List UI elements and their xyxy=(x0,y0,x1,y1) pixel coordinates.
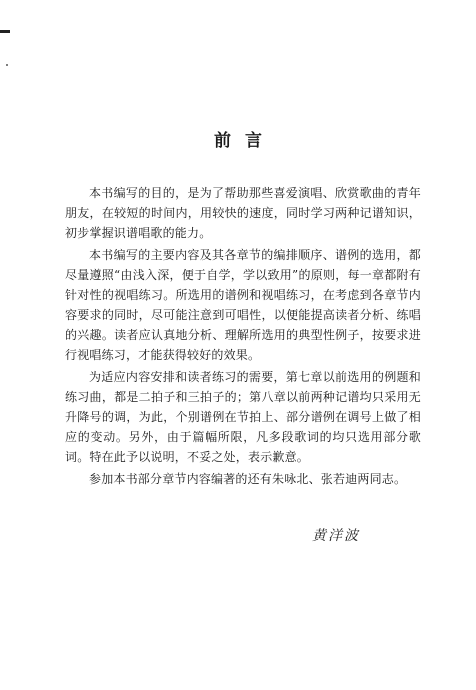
paragraph-arrangement: 为适应内容安排和读者练习的需要，第七章以前选用的例题和练习曲，都是二拍子和三拍子的；第八章以前两种记谱均只采用无升降号的调，为此，个别谱例在节拍上、部分谱例在调号上做了相应的变动。另外，由于篇幅所限，凡多段歌词的均只选用部分歌词。特在此予以说明，不妥之处，表示歉意。 xyxy=(65,370,421,464)
paragraph-contributors: 参加本书部分章节内容编著的还有朱咏北、张若迪两同志。 xyxy=(89,472,407,486)
scan-mark xyxy=(0,30,10,33)
preface-body xyxy=(65,183,421,491)
paragraph-content: 本书编写的主要内容及其各章节的编排顺序、谱例的选用，都尽量遵照“由浅入深，便于自学，学以致用”的原则，每一章都附有针对性的视唱练习。所选用的谱例和视唱练习，在考虑到各章节内容要求的同时，尽可能注意到可唱性，以便能提高读者分析、练唱的兴趣。读者应认真地分析、理解所选用的典型性例子，按要求进行视唱练习，才能获得较好的效果。 xyxy=(65,248,421,362)
scan-speck xyxy=(6,64,8,66)
paragraph-purpose: 本书编写的目的，是为了帮助那些喜爱演唱、欣赏歌曲的青年朋友，在较短的时间内，用较快的速度，同时学习两种记谱知识，初步掌握识谱唱歌的能力。 xyxy=(65,186,421,240)
author-signature: 黄洋波 xyxy=(312,528,360,544)
page-title: 前言 xyxy=(214,131,276,151)
